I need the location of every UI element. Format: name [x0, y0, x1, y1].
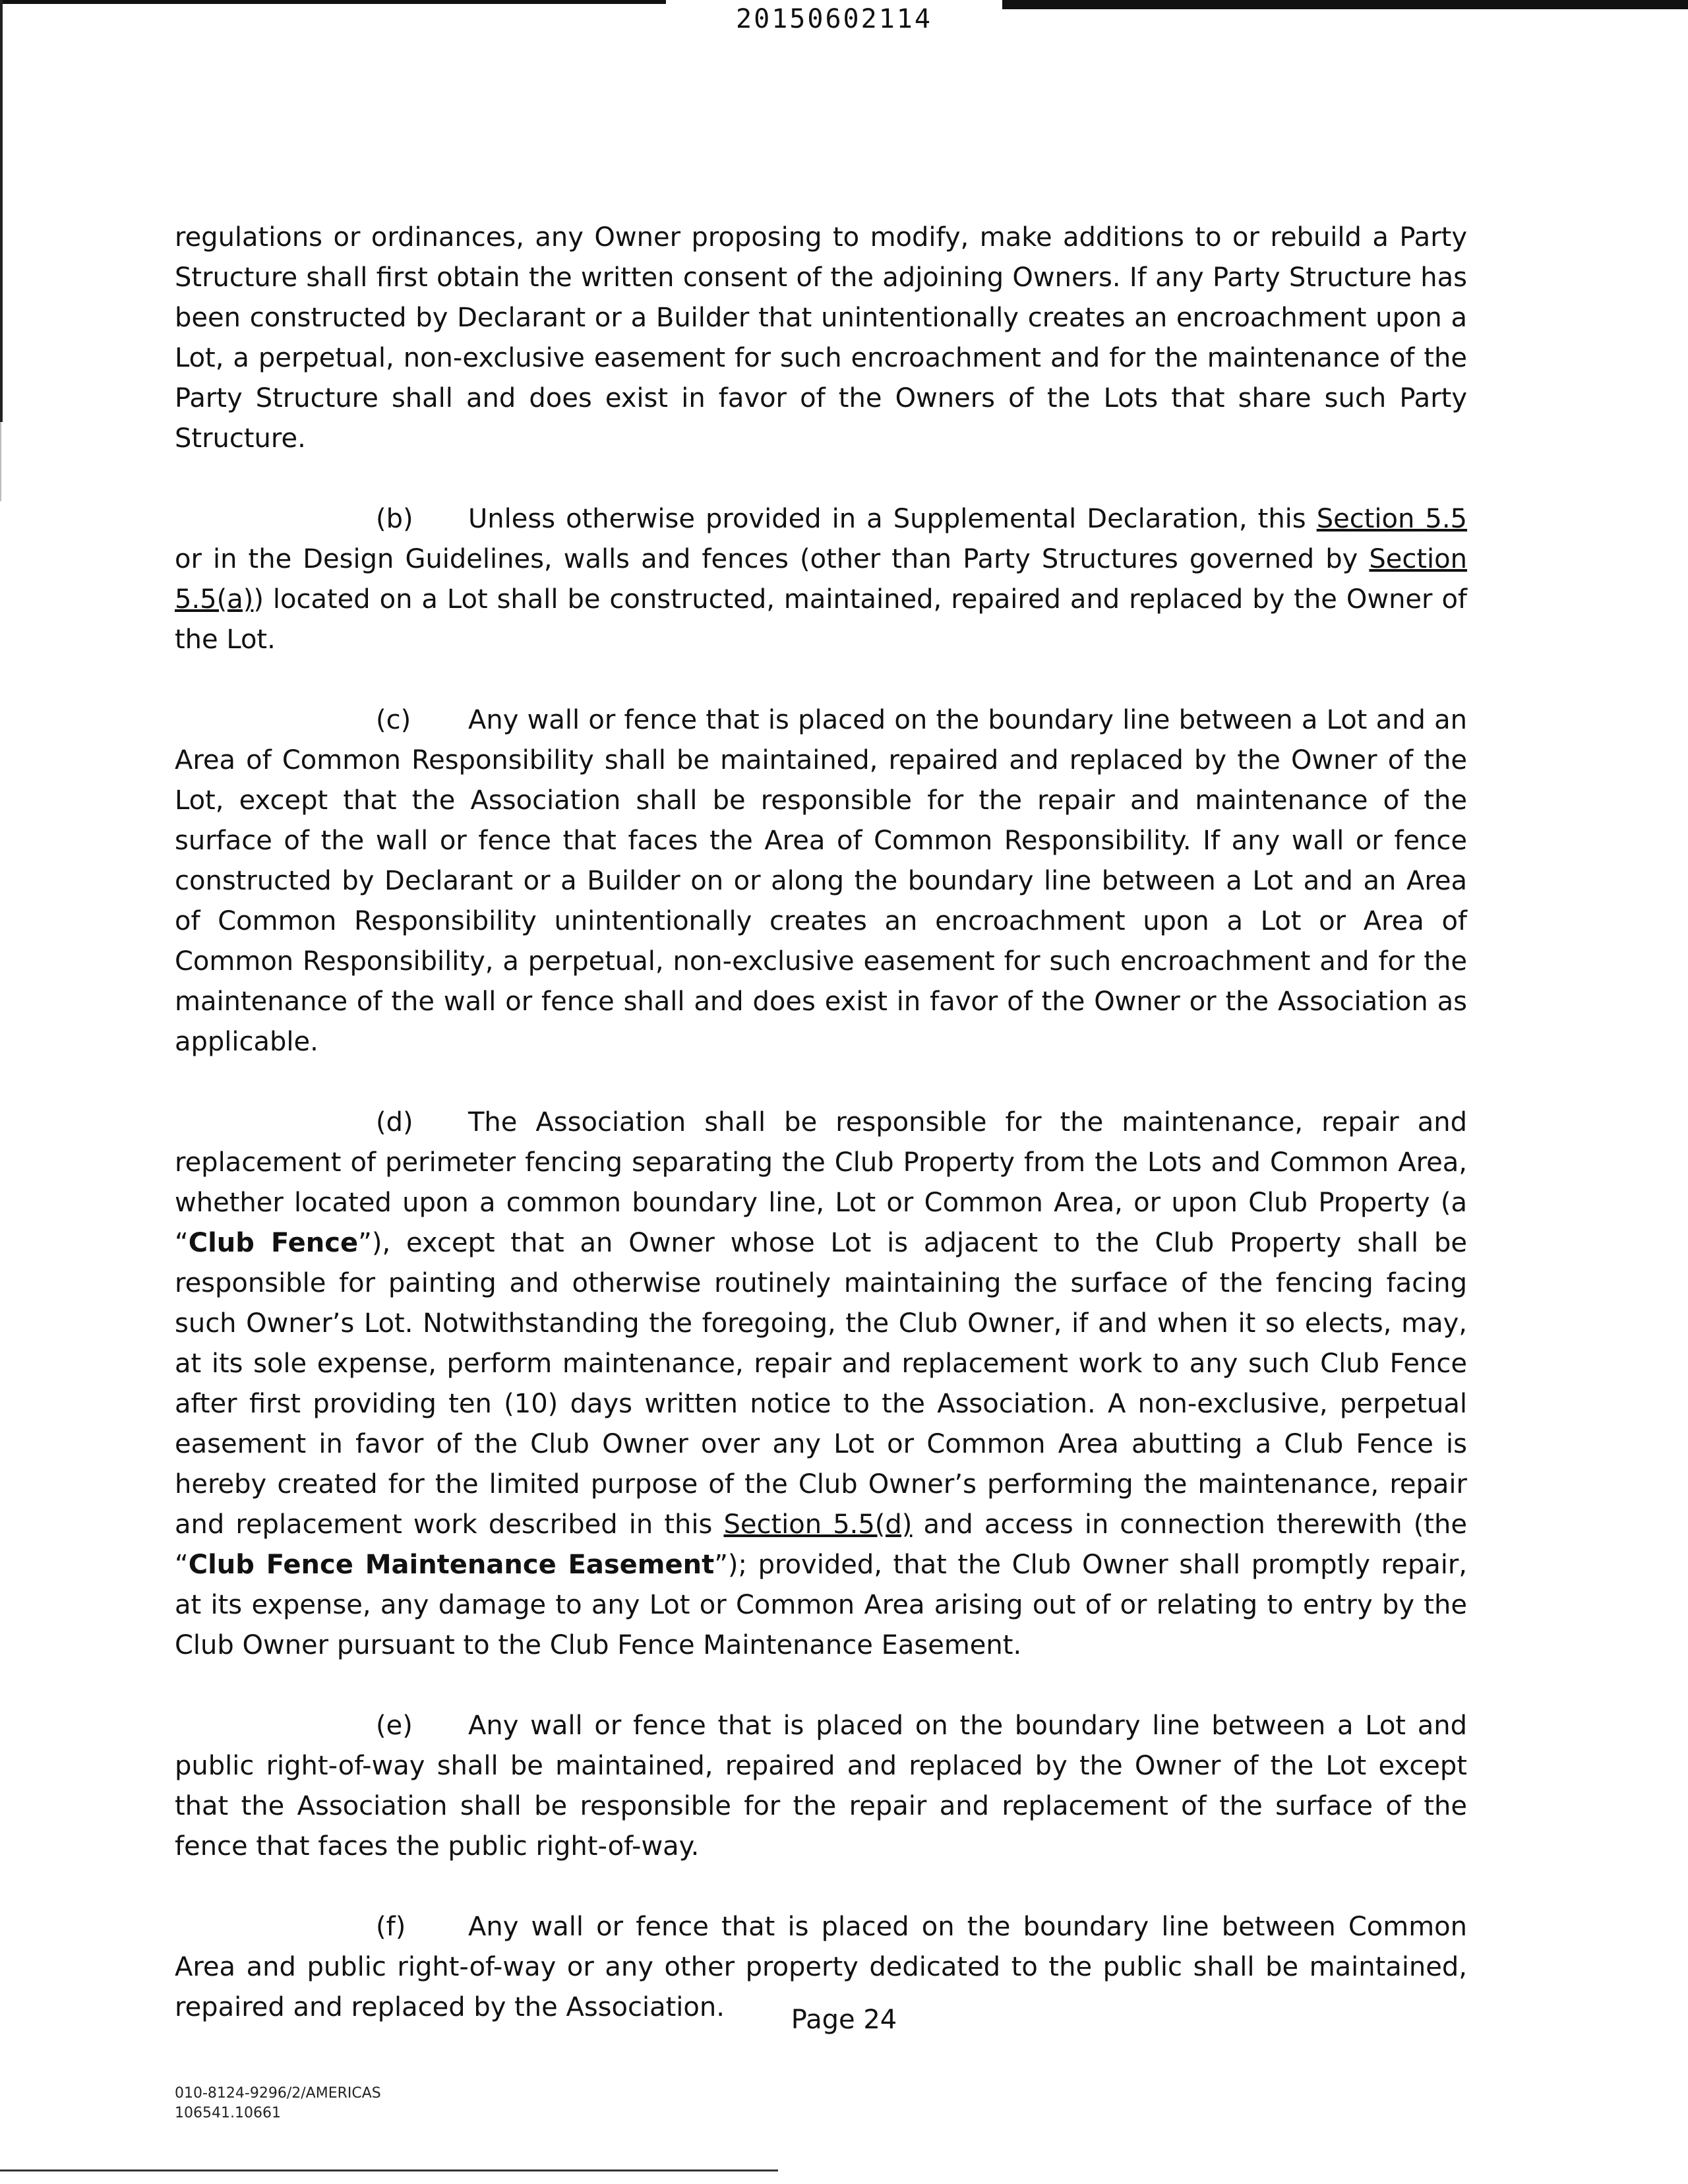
section-reference: Section 5.5(d) [723, 1509, 913, 1540]
defined-term: Club Fence Maintenance Easement [188, 1550, 715, 1580]
paragraph-d-text-3: and access in connection therewith (the “ [175, 1509, 1468, 1580]
paragraph-b-label: (b) [376, 504, 413, 534]
paragraph-b-text-1: Unless otherwise provided in a Supplemental Declaration, this [468, 504, 1317, 534]
paragraph-d-label: (d) [376, 1107, 413, 1138]
bottom-rule [0, 2169, 778, 2171]
paragraph-d-text-4: ”); provided, that the Club Owner shall promptly repair, at its expense, any damage to any Lot or Common Area arising out of or relating to entry by the Club Owner pursuant to the Club Fence Maintenance Easement. [175, 1550, 1467, 1660]
paragraph-b-text-3: ) located on a Lot shall be constructed, maintained, repaired and replaced by the Owner of the Lot. [175, 584, 1467, 655]
paragraph-e-label: (e) [376, 1711, 413, 1741]
document-code: 010-8124-9296/2/AMERICAS [175, 2085, 381, 2102]
paragraph-continued: regulations or ordinances, any Owner proposing to modify, make additions to or rebuild a Party Structure shall first obtain the written consent of the adjoining Owners. If any Party Structure has been constructed by Declarant or a Builder that unintentionally creates an encroachment upon a Lot, a perpetual, non-exclusive easement for such encroachment and for the maintenance of the Party Structure shall and does exist in favor of the Owners of the Lots that share such Party Structure. [175, 222, 1467, 454]
paragraph-e [175, 1706, 1467, 1867]
top-border-left [0, 0, 666, 4]
paragraph-f-text: Any wall or fence that is placed on the boundary line between Common Area and public right-of-way or any other property dedicated to the public shall be maintained, repaired and replaced by the Association. [175, 1912, 1467, 2022]
top-border-right [1002, 0, 1688, 9]
paragraph-c-label: (c) [376, 705, 411, 735]
scan-left-edge-faint [0, 422, 1, 501]
paragraph-e-text: Any wall or fence that is placed on the boundary line between a Lot and public right-of-way shall be maintained, repaired and replaced by the Owner of the Lot except that the Association shall be responsible for the repair and replacement of the surface of the fence that faces the public right-of-way. [175, 1711, 1467, 1862]
paragraph-d-text-1: The Association shall be responsible for the maintenance, repair and replacement of perimeter fencing separating the Club Property from the Lots and Common Area, whether located upon a common boundary line, Lot or Common Area, or upon Club Property (a “ [175, 1107, 1467, 1258]
document-body [175, 218, 1467, 2068]
recording-number: 20150602114 [736, 4, 932, 34]
paragraph-f-label: (f) [376, 1912, 406, 1942]
scan-left-edge [0, 0, 3, 422]
defined-term: Club Fence [188, 1228, 359, 1258]
paragraph-b-text-2: or in the Design Guidelines, walls and fences (other than Party Structures governed by [175, 544, 1370, 574]
page-number: Page 24 [791, 2005, 897, 2035]
section-reference: Section 5.5 [1316, 504, 1467, 534]
paragraph-c [175, 700, 1467, 1062]
section-reference: Section 5.5(a) [175, 544, 1467, 615]
paragraph-d [175, 1103, 1467, 1666]
matter-code: 106541.10661 [175, 2105, 281, 2121]
paragraph-b [175, 499, 1467, 660]
paragraph-d-text-2: ”), except that an Owner whose Lot is adjacent to the Club Property shall be responsible for painting and otherwise routinely maintaining the surface of the fencing facing such Owner’s Lot. Notwithstanding the foregoing, the Club Owner, if and when it so elects, may, at its sole expense, perform maintenance, repair and replacement work to any such Club Fence after first providing ten (10) days written notice to the Association. A non-exclusive, perpetual easement in favor of the Club Owner over any Lot or Common Area abutting a Club Fence is hereby created for the limited purpose of the Club Owner’s performing the maintenance, repair and replacement work described in this [175, 1228, 1467, 1540]
paragraph-c-text: Any wall or fence that is placed on the boundary line between a Lot and an Area of Common Responsibility shall be maintained, repaired and replaced by the Owner of the Lot, except that the Association shall be responsible for the repair and maintenance of the surface of the wall or fence that faces the Area of Common Responsibility. If any wall or fence constructed by Declarant or a Builder on or along the boundary line between a Lot and an Area of Common Responsibility unintentionally creates an encroachment upon a Lot or Area of Common Responsibility, a perpetual, non-exclusive easement for such encroachment and for the maintenance of the wall or fence shall and does exist in favor of the Owner or the Association as applicable. [175, 705, 1467, 1057]
document-codes [175, 2084, 381, 2123]
